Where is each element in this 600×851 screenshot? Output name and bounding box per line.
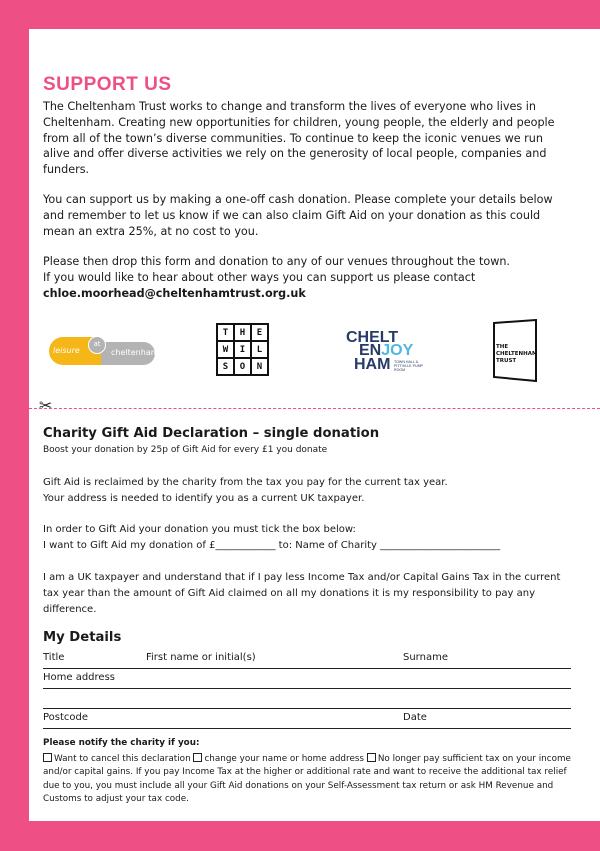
chelt-logo-en: EN: [359, 342, 382, 359]
support-contact-text: [43, 254, 573, 301]
leisure-at-cheltenham-logo: [49, 319, 159, 379]
leisure-logo-right-text: cheltenham: [111, 348, 159, 357]
partner-logos: [43, 319, 573, 384]
chelt-logo-venues: TOWN HALL & PITTVILLE PUMP ROOM: [394, 360, 423, 372]
cheltenham-trust-logo: [491, 319, 541, 383]
postcode-label: Postcode: [43, 712, 89, 723]
gift-aid-subtitle: Boost your donation by 25p of Gift Aid for every £1 you donate: [43, 445, 328, 455]
the-wilson-logo: [216, 323, 269, 376]
chelt-enjoy-ham-logo: [346, 329, 436, 375]
wilson-letter: O: [235, 359, 250, 374]
form-page: [29, 29, 600, 821]
drop-form-text: Please then drop this form and donation to any of our venues throughout the town.: [43, 255, 510, 268]
trust-logo-text: [496, 344, 537, 365]
chelt-logo-line3: HAM: [354, 356, 391, 373]
leisure-logo-left: leisure: [49, 337, 101, 365]
notify-options: [43, 753, 575, 806]
gift-aid-info-line1: Gift Aid is reclaimed by the charity from the tax you pay for the current tax year.: [43, 477, 448, 488]
taxpayer-declaration: I am a UK taxpayer and understand that if I pay less Income Tax and/or Capital Gains Tax in the current tax year than the amount of Gift Aid claimed on all my donations it is my responsibility to pay any difference.: [43, 572, 561, 615]
address-input-line-1[interactable]: [43, 688, 571, 689]
wilson-letter: N: [252, 359, 267, 374]
wilson-letter: E: [252, 325, 267, 340]
chelt-logo-line1: CHELT: [346, 329, 399, 346]
gift-aid-info-line2: Your address is needed to identify you as a current UK taxpayer.: [43, 492, 365, 504]
trust-logo-line2: CHELTENHAM: [496, 351, 538, 357]
contact-email-link[interactable]: chloe.moorhead@cheltenhamtrust.org.uk: [43, 286, 306, 300]
leisure-logo-at: at: [88, 336, 106, 354]
change-name-address-checkbox[interactable]: [193, 753, 202, 762]
cancel-declaration-checkbox[interactable]: [43, 753, 52, 762]
first-name-label: First name or initial(s): [146, 652, 256, 663]
support-donation-text: You can support us by making a one-off cash donation. Please complete your details below and remember to let us know if we can also claim Gift Aid on your donation as this could mean an extra 25%, at no cost to you.: [43, 193, 553, 238]
wilson-letter: I: [235, 342, 250, 357]
home-address-label: Home address: [43, 672, 115, 683]
trust-logo-line3: TRUST: [496, 358, 517, 364]
notify-title: Please notify the charity if you:: [43, 738, 200, 748]
insufficient-tax-checkbox[interactable]: [367, 753, 376, 762]
date-label: Date: [403, 712, 427, 723]
postcode-date-input-line[interactable]: [43, 728, 571, 729]
leisure-logo-right: [101, 342, 159, 365]
gift-aid-instructions-line1: In order to Gift Aid your donation you must tick the box below:: [43, 524, 356, 535]
gift-aid-instructions: [43, 522, 575, 554]
scissors-icon: ✂: [39, 396, 53, 415]
surname-label: Surname: [403, 652, 448, 663]
trust-logo-line1: THE: [496, 344, 509, 350]
support-intro: The Cheltenham Trust works to change and transform the lives of everyone who lives in Cheltenham. Creating new opportunities for children, young people, the elderly and people from all of the town’s diverse communities. To continue to keep the iconic venues we run alive and offer diverse activities we rely on the generosity of local people, companies and funders.: [43, 100, 555, 177]
wilson-letter: S: [218, 359, 233, 374]
gift-aid-info: [43, 475, 575, 507]
wilson-letter: W: [218, 342, 233, 357]
wilson-letter: L: [252, 342, 267, 357]
cancel-declaration-label: Want to cancel this declaration: [54, 754, 191, 764]
gift-aid-title: Charity Gift Aid Declaration – single donation: [43, 426, 380, 441]
insufficient-tax-label: No longer pay sufficient tax on your income and/or capital gains. If you pay Income Tax at the higher or additional rate and want to receive the additional tax relief due to you, you must include all your Gift Aid donations on your Self-Assessment tax return or ask HM Revenue and Customs to adjust your tax code.: [43, 754, 571, 804]
name-input-line[interactable]: [43, 668, 571, 669]
address-input-line-2[interactable]: [43, 708, 571, 709]
cut-line: [29, 408, 600, 409]
gift-aid-amount-field[interactable]: I want to Gift Aid my donation of £____________ to: Name of Charity ________________________: [43, 539, 501, 551]
chelt-logo-joy: JOY: [381, 342, 414, 359]
support-title: SUPPORT US: [43, 74, 172, 95]
change-name-address-label: change your name or home address: [204, 754, 365, 764]
wilson-letter: T: [218, 325, 233, 340]
wilson-letter: H: [235, 325, 250, 340]
my-details-title: My Details: [43, 630, 122, 645]
title-label: Title: [43, 652, 65, 663]
contact-text: If you would like to hear about other ways you can support us please contact: [43, 270, 476, 284]
